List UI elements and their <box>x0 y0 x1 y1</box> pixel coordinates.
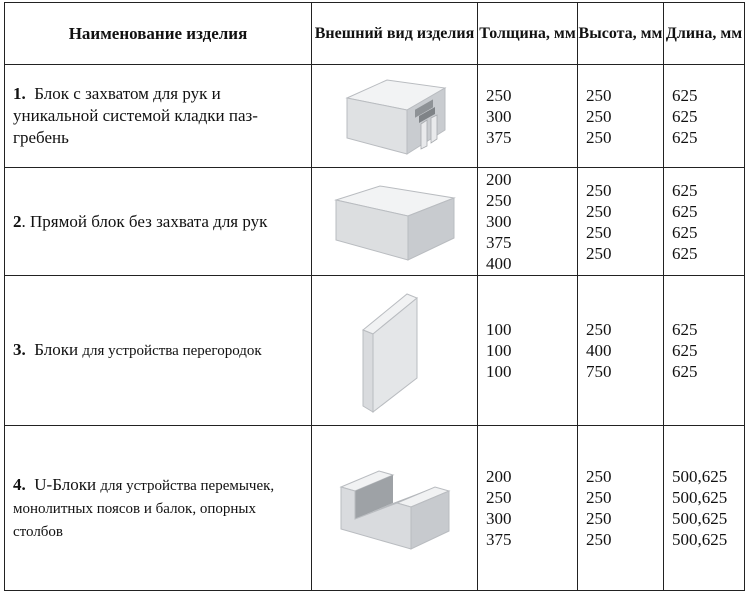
product-name-cell <box>5 65 312 168</box>
length-value: 625 <box>672 85 698 105</box>
thickness-cell <box>478 276 578 426</box>
length-cell <box>664 276 745 426</box>
product-number: 1. <box>13 84 26 103</box>
height-value: 250 <box>586 530 612 549</box>
aerated-block-with-hand-grip-icon <box>335 76 455 156</box>
product-name: Блоки <box>34 340 79 359</box>
length-cell <box>664 65 745 168</box>
product-name: . Прямой блок без захвата для рук <box>21 211 268 231</box>
thickness-value: 375 <box>486 233 512 252</box>
height-value: 250 <box>586 201 612 221</box>
height-value: 250 <box>586 320 612 339</box>
length-value: 625 <box>672 180 698 200</box>
header-row <box>5 3 745 65</box>
table-row <box>5 168 745 276</box>
thickness-value: 100 <box>486 320 512 339</box>
thickness-value: 250 <box>486 191 512 210</box>
thickness-value: 375 <box>486 530 512 549</box>
product-number: 2 <box>13 211 22 231</box>
length-value: 625 <box>672 127 698 147</box>
thickness-value: 200 <box>486 467 512 486</box>
thickness-cell <box>478 426 578 591</box>
length-value: 500,625 <box>672 509 728 528</box>
height-value: 250 <box>586 180 612 200</box>
length-value: 500,625 <box>672 488 728 507</box>
thickness-value: 300 <box>486 106 512 126</box>
height-value: 250 <box>586 127 612 147</box>
product-purpose: для устройства перегородок <box>82 343 262 359</box>
header-height: Высота, мм <box>578 3 664 65</box>
height-value: 250 <box>586 85 612 105</box>
thickness-cell <box>478 65 578 168</box>
thickness-value: 250 <box>486 85 512 105</box>
length-value: 625 <box>672 201 698 221</box>
height-value: 250 <box>586 222 612 242</box>
u-block-icon <box>335 463 455 553</box>
thickness-value: 100 <box>486 362 512 381</box>
thickness-cell <box>478 168 578 276</box>
product-image-cell <box>312 65 478 168</box>
product-image-cell <box>312 426 478 591</box>
length-value: 625 <box>672 341 698 360</box>
height-value: 250 <box>586 467 612 486</box>
header-thickness: Толщина, мм <box>478 3 578 65</box>
product-name-cell <box>5 276 312 426</box>
thickness-value: 375 <box>486 127 512 147</box>
length-cell <box>664 168 745 276</box>
partition-block-icon <box>355 286 435 416</box>
blocks-spec-table <box>4 2 745 591</box>
height-value: 250 <box>586 488 612 507</box>
product-purpose: для устройства перемычек, монолитных поясов и балок, опорных столбов <box>13 477 275 540</box>
thickness-value: 200 <box>486 170 512 189</box>
length-value: 625 <box>672 222 698 242</box>
product-number: 3. <box>13 340 26 359</box>
height-cell <box>578 426 664 591</box>
length-value: 500,625 <box>672 530 728 549</box>
product-name: Блок с захватом для рук и уникальной системой кладки паз-гребень <box>13 84 258 147</box>
length-cell <box>664 426 745 591</box>
thickness-value: 100 <box>486 341 512 360</box>
length-value: 625 <box>672 320 698 339</box>
table-row <box>5 65 745 168</box>
thickness-value: 300 <box>486 212 512 231</box>
table-row <box>5 276 745 426</box>
length-value: 500,625 <box>672 467 728 486</box>
length-value: 625 <box>672 243 698 263</box>
product-image-cell <box>312 168 478 276</box>
length-value: 625 <box>672 362 698 381</box>
straight-aerated-block-icon <box>330 182 460 262</box>
thickness-value: 300 <box>486 509 512 528</box>
height-value: 400 <box>586 341 612 360</box>
table-row <box>5 426 745 591</box>
header-length: Длина, мм <box>664 3 745 65</box>
header-appearance: Внешний вид изделия <box>312 3 478 65</box>
height-value: 250 <box>586 509 612 528</box>
height-cell <box>578 168 664 276</box>
length-value: 625 <box>672 106 698 126</box>
thickness-value: 400 <box>486 254 512 273</box>
thickness-value: 250 <box>486 488 512 507</box>
height-cell <box>578 276 664 426</box>
product-name: U-Блоки <box>34 474 97 494</box>
product-image-cell <box>312 276 478 426</box>
product-name-cell <box>5 426 312 591</box>
height-value: 750 <box>586 362 612 381</box>
product-number: 4. <box>13 474 26 494</box>
height-value: 250 <box>586 243 612 263</box>
product-name-cell <box>5 168 312 276</box>
height-value: 250 <box>586 106 612 126</box>
header-name: Наименование изделия <box>5 3 312 65</box>
height-cell <box>578 65 664 168</box>
